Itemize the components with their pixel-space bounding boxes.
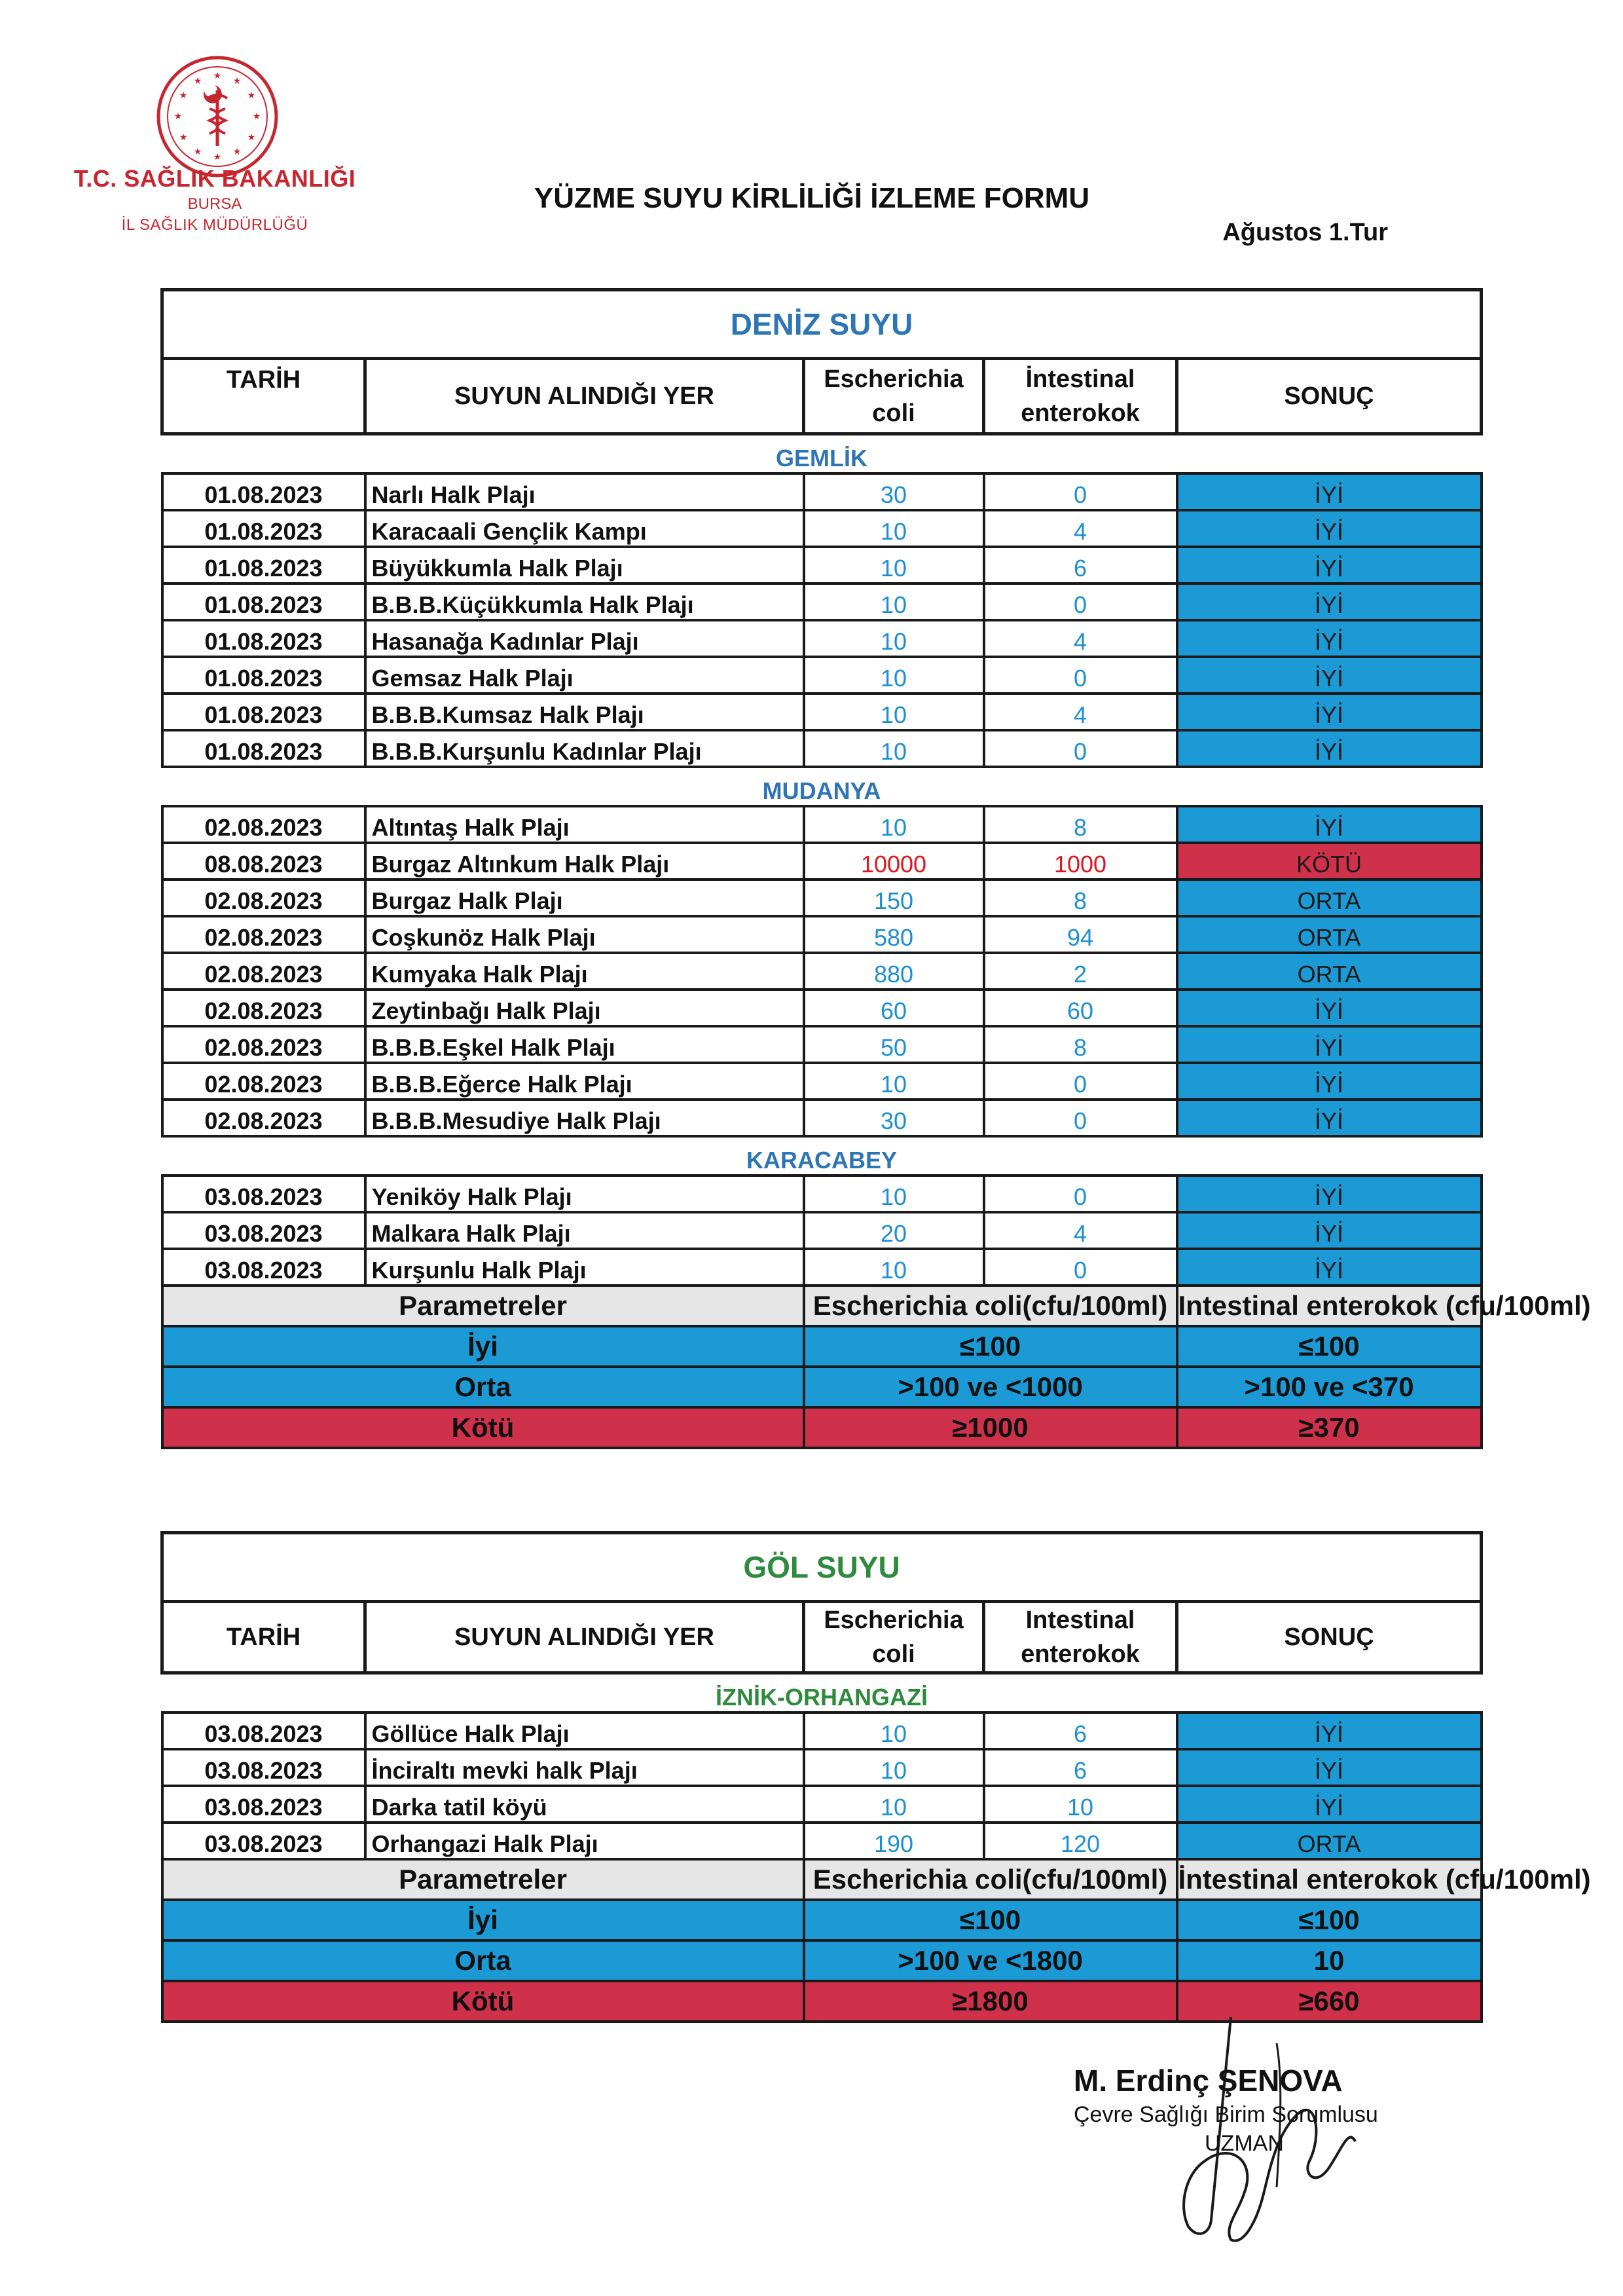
parameter-good-enterokok: ≤100: [1177, 1900, 1482, 1940]
ecoli-value: 60: [804, 990, 984, 1026]
sample-date: 03.08.2023: [162, 1823, 365, 1859]
table-row: [162, 1176, 1482, 1212]
sample-location: Hasanağa Kadınlar Plajı: [365, 620, 804, 657]
sample-location: Zeytinbağı Halk Plajı: [365, 990, 804, 1026]
table-row: [162, 990, 1482, 1026]
col-ecoli: [804, 359, 984, 434]
result-badge: İYİ: [1177, 990, 1482, 1026]
sample-date: 02.08.2023: [162, 1063, 365, 1100]
sample-date: 01.08.2023: [162, 473, 365, 510]
sample-location: Malkara Halk Plajı: [365, 1212, 804, 1249]
enterokok-value: 4: [984, 1212, 1177, 1249]
table-row: [162, 730, 1482, 767]
parameter-bad-ecoli: ≥1800: [804, 1981, 1177, 2022]
ecoli-value: 150: [804, 880, 984, 916]
table-row: [162, 1786, 1482, 1823]
svg-text:★: ★: [173, 111, 183, 122]
ecoli-value: 580: [804, 916, 984, 953]
ecoli-value: 20: [804, 1212, 984, 1249]
region-label: KARACABEY: [746, 1147, 897, 1174]
parameter-medium-ecoli: >100 ve <1800: [804, 1940, 1177, 1981]
sample-location: Göllüce Halk Plajı: [365, 1713, 804, 1749]
ecoli-value: 10: [804, 1176, 984, 1212]
col-date: TARİH: [162, 359, 365, 434]
ecoli-value: 10: [804, 510, 984, 547]
result-badge: ORTA: [1177, 880, 1482, 916]
parameter-header-enterokok: İntestinal enterokok (cfu/100ml): [1177, 1859, 1482, 1900]
result-badge: İYİ: [1177, 1100, 1482, 1136]
enterokok-value: 6: [984, 1749, 1177, 1786]
enterokok-value: 0: [984, 1100, 1177, 1136]
region-label: GEMLİK: [776, 445, 867, 472]
org-name: T.C. SAĞLIK BAKANLIĞI: [73, 165, 356, 192]
table-row: [162, 806, 1482, 843]
sample-date: 03.08.2023: [162, 1249, 365, 1286]
ecoli-value: 10000: [804, 843, 984, 880]
result-badge: ORTA: [1177, 953, 1482, 990]
svg-text:★: ★: [193, 76, 202, 86]
sample-location: Burgaz Halk Plajı: [365, 880, 804, 916]
enterokok-value: 0: [984, 583, 1177, 620]
sample-location: B.B.B.Kurşunlu Kadınlar Plajı: [365, 730, 804, 767]
parameter-header: [162, 1286, 1482, 1326]
result-badge: İYİ: [1177, 1026, 1482, 1063]
svg-text:★: ★: [232, 76, 242, 86]
ecoli-value: 10: [804, 806, 984, 843]
sample-date: 02.08.2023: [162, 916, 365, 953]
col-place: SUYUN ALINDIĞI YER: [365, 1602, 804, 1673]
org-directorate: İL SAĞLIK MÜDÜRLÜĞÜ: [121, 216, 308, 234]
sample-location: Altıntaş Halk Plajı: [365, 806, 804, 843]
sample-date: 03.08.2023: [162, 1713, 365, 1749]
ecoli-value: 10: [804, 1786, 984, 1823]
result-badge: İYİ: [1177, 657, 1482, 694]
result-badge: İYİ: [1177, 583, 1482, 620]
parameter-bad-label: Kötü: [162, 1981, 804, 2022]
parameter-medium-ecoli: >100 ve <1000: [804, 1367, 1177, 1407]
parameter-header-enterokok: Intestinal enterokok (cfu/100ml): [1177, 1286, 1482, 1326]
sample-location: Darka tatil köyü: [365, 1786, 804, 1823]
sample-date: 02.08.2023: [162, 990, 365, 1026]
enterokok-value: 0: [984, 1176, 1177, 1212]
result-badge: İYİ: [1177, 1176, 1482, 1212]
parameter-medium-enterokok: 10: [1177, 1940, 1482, 1981]
svg-text:★: ★: [179, 132, 188, 143]
ecoli-value: 880: [804, 953, 984, 990]
col-ecoli-line2: coli: [872, 399, 915, 427]
sample-location: Büyükkumla Halk Plajı: [365, 547, 804, 583]
result-badge: İYİ: [1177, 1749, 1482, 1786]
sample-location: B.B.B.Eşkel Halk Plajı: [365, 1026, 804, 1063]
parameter-medium: [162, 1367, 1482, 1407]
table-row: [162, 510, 1482, 547]
enterokok-value: 0: [984, 657, 1177, 694]
col-ent-line1: Intestinal: [1025, 1606, 1135, 1634]
sample-location: B.B.B.Kumsaz Halk Plajı: [365, 694, 804, 730]
enterokok-value: 6: [984, 1713, 1177, 1749]
sea-water-table: [160, 288, 1591, 1449]
enterokok-value: 10: [984, 1786, 1177, 1823]
table-row: [162, 583, 1482, 620]
enterokok-value: 4: [984, 694, 1177, 730]
table-row: [162, 473, 1482, 510]
ministry-logo: [152, 51, 283, 182]
parameter-bad-enterokok: ≥660: [1177, 1981, 1482, 2022]
enterokok-value: 0: [984, 1249, 1177, 1286]
result-badge: İYİ: [1177, 620, 1482, 657]
table-row: [162, 916, 1482, 953]
table-row: [162, 620, 1482, 657]
sample-location: B.B.B.Küçükkumla Halk Plajı: [365, 583, 804, 620]
parameter-medium-label: Orta: [162, 1940, 804, 1981]
parameter-good-ecoli: ≤100: [804, 1326, 1177, 1367]
parameter-bad-label: Kötü: [162, 1407, 804, 1448]
enterokok-value: 0: [984, 473, 1177, 510]
signer-role: Çevre Sağlığı Birim Sorumlusu: [1074, 2102, 1378, 2127]
table-row: [162, 1063, 1482, 1100]
sample-location: Yeniköy Halk Plajı: [365, 1176, 804, 1212]
table-row: [162, 1212, 1482, 1249]
region-label: MUDANYA: [762, 777, 881, 804]
svg-text:★: ★: [213, 71, 222, 81]
enterokok-value: 94: [984, 916, 1177, 953]
svg-text:★: ★: [252, 111, 261, 122]
col-ecoli-line1: Escherichia: [824, 365, 964, 393]
parameter-medium: [162, 1940, 1482, 1981]
lake-water-table: [160, 1531, 1591, 2023]
svg-text:★: ★: [213, 152, 222, 162]
col-ent-line2: enterokok: [1021, 399, 1140, 427]
result-badge: İYİ: [1177, 547, 1482, 583]
result-badge: İYİ: [1177, 473, 1482, 510]
parameter-header-ecoli: Escherichia coli(cfu/100ml): [804, 1286, 1177, 1326]
ecoli-value: 10: [804, 547, 984, 583]
table-row: [162, 1026, 1482, 1063]
result-badge: İYİ: [1177, 1212, 1482, 1249]
sample-location: Coşkunöz Halk Plajı: [365, 916, 804, 953]
parameter-medium-enterokok: >100 ve <370: [1177, 1367, 1482, 1407]
table-row: [162, 547, 1482, 583]
sample-location: İnciraltı mevki halk Plajı: [365, 1749, 804, 1786]
parameter-medium-label: Orta: [162, 1367, 804, 1407]
col-ent-line1: İntestinal: [1025, 365, 1135, 393]
result-badge: İYİ: [1177, 1713, 1482, 1749]
sample-location: Kumyaka Halk Plajı: [365, 953, 804, 990]
col-place: SUYUN ALINDIĞI YER: [365, 359, 804, 434]
col-ecoli-line1: Escherichia: [824, 1606, 964, 1634]
ecoli-value: 10: [804, 1249, 984, 1286]
ecoli-value: 10: [804, 730, 984, 767]
parameter-header-label: Parametreler: [162, 1859, 804, 1900]
ecoli-value: 10: [804, 657, 984, 694]
sample-location: Gemsaz Halk Plajı: [365, 657, 804, 694]
signer-name: M. Erdinç ŞENOVA: [1074, 2064, 1343, 2098]
svg-text:★: ★: [179, 90, 188, 101]
enterokok-value: 2: [984, 953, 1177, 990]
ecoli-value: 50: [804, 1026, 984, 1063]
ecoli-value: 190: [804, 1823, 984, 1859]
sample-date: 01.08.2023: [162, 657, 365, 694]
sample-date: 03.08.2023: [162, 1749, 365, 1786]
ecoli-value: 10: [804, 583, 984, 620]
svg-text:★: ★: [232, 147, 242, 157]
col-ecoli-line2: coli: [872, 1640, 915, 1668]
sample-date: 02.08.2023: [162, 1100, 365, 1136]
parameter-bad: [162, 1407, 1482, 1448]
lake-water-title: GÖL SUYU: [162, 1533, 1482, 1602]
sample-location: Burgaz Altınkum Halk Plajı: [365, 843, 804, 880]
table-row: [162, 1713, 1482, 1749]
sample-date: 01.08.2023: [162, 547, 365, 583]
parameter-good-enterokok: ≤100: [1177, 1326, 1482, 1367]
result-badge: ORTA: [1177, 916, 1482, 953]
sample-date: 02.08.2023: [162, 880, 365, 916]
enterokok-value: 8: [984, 806, 1177, 843]
col-enterokok: [984, 1602, 1177, 1673]
svg-text:★: ★: [247, 90, 256, 101]
table-row: [162, 694, 1482, 730]
enterokok-value: 60: [984, 990, 1177, 1026]
sample-date: 02.08.2023: [162, 1026, 365, 1063]
result-badge: İYİ: [1177, 1786, 1482, 1823]
parameter-good-label: İyi: [162, 1326, 804, 1367]
table-row: [162, 1100, 1482, 1136]
result-badge: KÖTÜ: [1177, 843, 1482, 880]
table-row: [162, 1749, 1482, 1786]
sample-date: 01.08.2023: [162, 694, 365, 730]
result-badge: İYİ: [1177, 694, 1482, 730]
parameter-header-ecoli: Escherichia coli(cfu/100ml): [804, 1859, 1177, 1900]
result-badge: İYİ: [1177, 1249, 1482, 1286]
sea-water-title: DENİZ SUYU: [162, 290, 1482, 359]
col-result: SONUÇ: [1177, 359, 1482, 434]
parameter-bad-ecoli: ≥1000: [804, 1407, 1177, 1448]
sample-date: 02.08.2023: [162, 953, 365, 990]
parameter-good-label: İyi: [162, 1900, 804, 1940]
sample-date: 01.08.2023: [162, 583, 365, 620]
sample-date: 02.08.2023: [162, 806, 365, 843]
col-date: TARİH: [162, 1602, 365, 1673]
enterokok-value: 0: [984, 1063, 1177, 1100]
table-row: [162, 843, 1482, 880]
result-badge: ORTA: [1177, 1823, 1482, 1859]
result-badge: İYİ: [1177, 1063, 1482, 1100]
parameter-header-label: Parametreler: [162, 1286, 804, 1326]
ecoli-value: 10: [804, 694, 984, 730]
sample-location: Karacaali Gençlik Kampı: [365, 510, 804, 547]
enterokok-value: 120: [984, 1823, 1177, 1859]
col-ecoli: [804, 1602, 984, 1673]
parameter-good: [162, 1326, 1482, 1367]
col-result: SONUÇ: [1177, 1602, 1482, 1673]
parameter-good-ecoli: ≤100: [804, 1900, 1177, 1940]
sample-location: B.B.B.Mesudiye Halk Plajı: [365, 1100, 804, 1136]
round-label: Ağustos 1.Tur: [1222, 219, 1388, 246]
parameter-bad-enterokok: ≥370: [1177, 1407, 1482, 1448]
region-label: İZNİK-ORHANGAZİ: [716, 1684, 928, 1711]
sample-date: 03.08.2023: [162, 1786, 365, 1823]
org-city: BURSA: [187, 195, 242, 213]
sample-location: Narlı Halk Plajı: [365, 473, 804, 510]
sample-date: 01.08.2023: [162, 730, 365, 767]
col-ent-line2: enterokok: [1021, 1640, 1140, 1668]
svg-text:★: ★: [247, 132, 256, 143]
ecoli-value: 30: [804, 473, 984, 510]
enterokok-value: 4: [984, 620, 1177, 657]
signer-title: UZMAN: [1205, 2131, 1284, 2156]
sample-date: 03.08.2023: [162, 1176, 365, 1212]
sample-date: 08.08.2023: [162, 843, 365, 880]
ecoli-value: 10: [804, 1063, 984, 1100]
enterokok-value: 6: [984, 547, 1177, 583]
ecoli-value: 10: [804, 1713, 984, 1749]
sample-location: Kurşunlu Halk Plajı: [365, 1249, 804, 1286]
enterokok-value: 0: [984, 730, 1177, 767]
sample-date: 01.08.2023: [162, 620, 365, 657]
ecoli-value: 10: [804, 620, 984, 657]
enterokok-value: 1000: [984, 843, 1177, 880]
enterokok-value: 8: [984, 1026, 1177, 1063]
svg-text:★: ★: [193, 147, 202, 157]
table-row: [162, 1823, 1482, 1859]
ecoli-value: 10: [804, 1749, 984, 1786]
enterokok-value: 4: [984, 510, 1177, 547]
parameter-good: [162, 1900, 1482, 1940]
result-badge: İYİ: [1177, 510, 1482, 547]
table-row: [162, 657, 1482, 694]
table-row: [162, 880, 1482, 916]
sample-location: Orhangazi Halk Plajı: [365, 1823, 804, 1859]
col-enterokok: [984, 359, 1177, 434]
sample-date: 03.08.2023: [162, 1212, 365, 1249]
ecoli-value: 30: [804, 1100, 984, 1136]
sample-date: 01.08.2023: [162, 510, 365, 547]
table-row: [162, 1249, 1482, 1286]
result-badge: İYİ: [1177, 806, 1482, 843]
parameter-header: [162, 1859, 1482, 1900]
form-title: YÜZME SUYU KİRLİLİĞİ İZLEME FORMU: [534, 182, 1090, 214]
enterokok-value: 8: [984, 880, 1177, 916]
table-row: [162, 953, 1482, 990]
result-badge: İYİ: [1177, 730, 1482, 767]
handwritten-signature: [1061, 2004, 1401, 2253]
sample-location: B.B.B.Eğerce Halk Plajı: [365, 1063, 804, 1100]
